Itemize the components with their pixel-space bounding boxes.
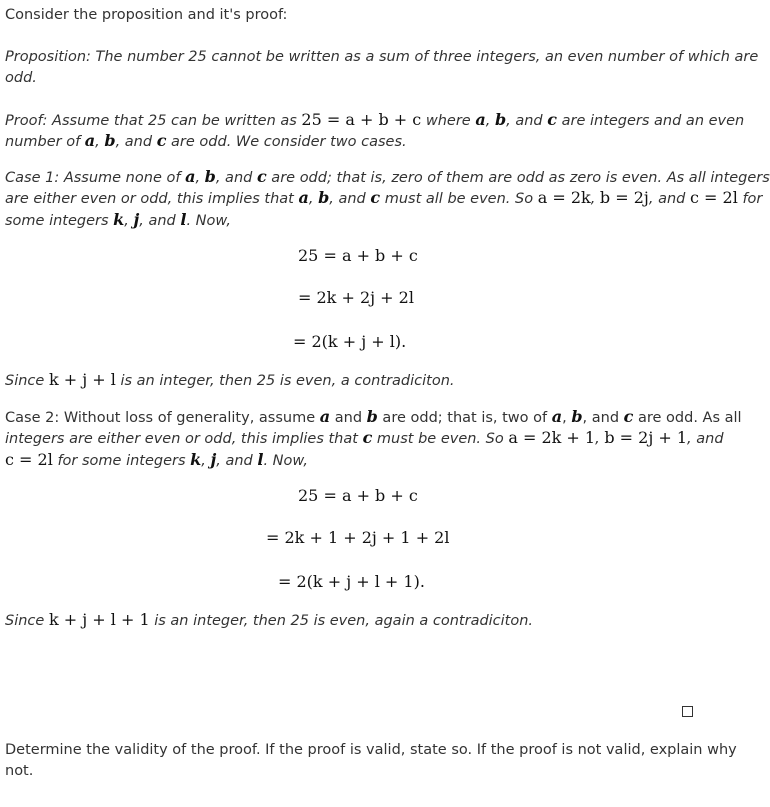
case2-line-2: integers are either even or odd, this implies that c must be even. So a = 2k + 1, b = 2j + 1, and: [5, 428, 724, 447]
case2-equation-1: 25 = a + b + c: [298, 486, 418, 505]
proposition-line-1: Proposition: The number 25 cannot be written as a sum of three integers, an even number of which are: [5, 49, 759, 65]
case1-line-3: some integers k, j, and l. Now,: [5, 210, 231, 229]
case1-line-1: Case 1: Assume none of a, b, and c are odd; that is, zero of them are odd as zero is even. As all integers: [5, 167, 770, 186]
case1-equation-3: = 2(k + j + l).: [293, 332, 407, 351]
case2-line-3: c = 2l for some integers k, j, and l. Now,: [5, 450, 308, 469]
question-line-2: not.: [5, 763, 34, 779]
case1-conclusion: Since k + j + l is an integer, then 25 is even, a contradiciton.: [5, 370, 455, 389]
case2-equation-3: = 2(k + j + l + 1).: [278, 572, 425, 591]
proof-line-1: Proof: Assume that 25 can be written as 25 = a + b + c where a, b, and c are integers and an even: [5, 110, 745, 129]
case2-line-1: Case 2: Without loss of generality, assume a and b are odd; that is, two of a, b, and c are odd. As all: [5, 407, 742, 426]
case2-equation-2: = 2k + 1 + 2j + 1 + 2l: [266, 528, 450, 547]
qed-square-icon: [682, 706, 693, 717]
proposition-line-2: odd.: [5, 70, 37, 86]
case1-equation-2: = 2k + 2j + 2l: [298, 288, 414, 307]
proof-line-2: number of a, b, and c are odd. We consider two cases.: [5, 131, 407, 150]
intro-text: Consider the proposition and it's proof:: [5, 7, 288, 23]
case1-line-2: are either even or odd, this implies that a, b, and c must all be even. So a = 2k, b = 2j, and c = 2l for: [5, 188, 763, 207]
case2-conclusion: Since k + j + l + 1 is an integer, then 25 is even, again a contradiciton.: [5, 610, 534, 629]
question-line-1: Determine the validity of the proof. If the proof is valid, state so. If the proof is not valid, explain why: [5, 742, 737, 758]
case1-equation-1: 25 = a + b + c: [298, 246, 418, 265]
